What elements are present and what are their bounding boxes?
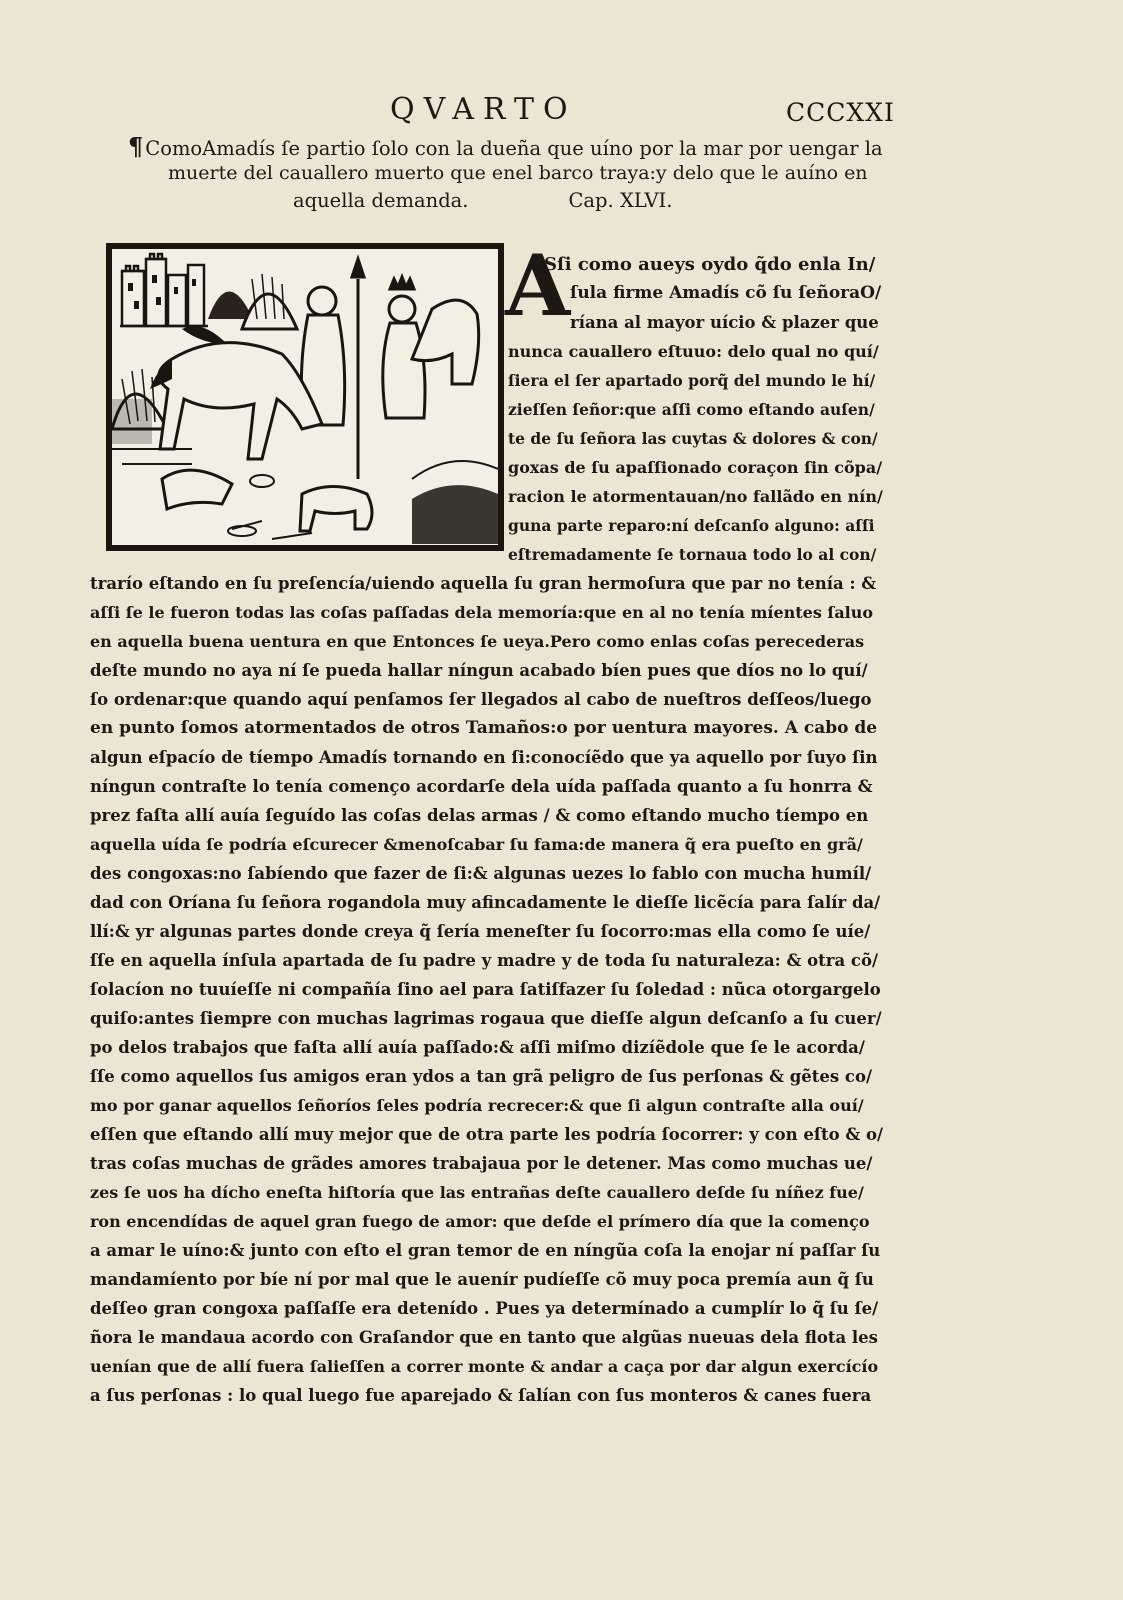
woodcut-illustration-icon (106, 243, 504, 551)
text-line: zes ſe uos ha dícho eneſta hiſtoría que las entrañas deſte cauallero deſde ſu níñez fue/ (90, 1183, 864, 1202)
text-line: guna parte reparo:ní deſcanſo alguno: aſſi (508, 516, 875, 535)
pilcrow-icon: ¶ (128, 132, 144, 161)
text-line: ſo ordenar:que quando aquí penſamos ſer llegados al cabo de nueſtros deſſeos/luego (90, 690, 872, 709)
text-line: en punto ſomos atormentados de otros Tamaños:o por uentura mayores. A cabo de (90, 718, 878, 738)
text-line: ſſe como aquellos ſus amigos eran ydos a tan grã peligro de ſus perſonas & gẽtes co/ (90, 1067, 872, 1086)
folio-number: CCCXXI (786, 98, 895, 127)
text-line: ron encendídas de aquel gran fuego de amor: que deſde el prímero día que la començo (90, 1212, 870, 1231)
chapter-heading-line: aquella demanda. Cap. XLVI. (293, 189, 673, 212)
text-line: dad con Oríana ſu ſeñora rogandola muy afincadamente le dieſſe licẽcía para ſalír da/ (90, 893, 881, 912)
text-line: ſolacíon no tuuíeſſe ni compañía ſino ael para ſatiſfazer ſu ſoledad : nũca otorgargelo (90, 980, 881, 999)
text-line: ñora le mandaua acordo con Graſandor que en tanto que algũas nueuas dela flota les (90, 1328, 878, 1347)
running-title: QVARTO (390, 92, 577, 127)
text-line: zieſſen ſeñor:que aſſi como eſtando auſen/ (508, 400, 875, 419)
text-line: prez faſta allí auía ſeguído las coſas delas armas / & como eſtando mucho tíempo en (90, 806, 869, 825)
text-line: ríana al mayor uício & plazer que (570, 313, 879, 332)
text-line: llí:& yr algunas partes donde creya q̃ ſería meneſter ſu ſocorro:mas ella como ſe uíe/ (90, 922, 871, 941)
text-line: a ſus perſonas : lo qual luego fue aparejado & ſalían con ſus monteros & canes fuera (90, 1386, 872, 1405)
text-line: quiſo:antes ſiempre con muchas lagrimas rogaua que dieſſe algun deſcanſo a ſu cuer/ (90, 1009, 882, 1028)
text-line: nunca cauallero eſtuuo: delo qual no quí/ (508, 342, 879, 361)
text-line: mandamíento por bíe ní por mal que le auenír pudíeſſe cõ muy poca premía aun q̃ ſu (90, 1270, 874, 1289)
text-line: trarío eſtando en ſu preſencía/uiendo aquella ſu gran hermoſura que par no tenía : & (90, 574, 877, 593)
text-line: racion le atormentauan/no fallãdo en nín/ (508, 487, 883, 506)
text-line: eſtremadamente ſe tornaua todo lo al con/ (508, 545, 877, 564)
text-line: níngun contraſte lo tenía començo acordarſe dela uída paſſada quanto a ſu honrra & (90, 777, 873, 796)
text-line: eſſen que eſtando allí muy mejor que de otra parte les podría ſocorrer: y con eſto & o/ (90, 1125, 883, 1144)
text-line: po delos trabajos que faſta allí auía paſſado:& aſſi miſmo dizíẽdole que ſe le acorda/ (90, 1038, 865, 1057)
text-line: uenían que de allí fuera ſalieſſen a correr monte & andar a caça por dar algun exercícío (90, 1357, 879, 1376)
text-line: deſſeo gran congoxa paſſaſſe era detenído . Pues ya determínado a cumplír lo q̃ ſu ſe/ (90, 1299, 879, 1318)
chapter-heading-line: ¶ ComoAmadís ſe partio ſolo con la dueña que uíno por la mar por uengar la (128, 132, 883, 161)
text-line: te de ſu ſeñora las cuytas & dolores & con/ (508, 429, 878, 448)
text-line: tras coſas muchas de grãdes amores trabajaua por le detener. Mas como muchas ue/ (90, 1154, 873, 1173)
text-line: aſſi ſe le fueron todas las coſas paſſadas dela memoría:que en al no tenía míentes ſaluo (90, 603, 874, 622)
text-line: ſula firme Amadís cõ ſu ſeñoraO/ (570, 283, 882, 303)
text-line: des congoxas:no ſabíendo que fazer de ſi:& algunas uezes lo fablo con mucha humíl/ (90, 864, 872, 883)
text-line: mo por ganar aquellos ſeñoríos ſeles podría recrecer:& que ſi algun contraſte alla ouí/ (90, 1096, 864, 1115)
text-line: ſſe en aquella ínſula apartada de ſu padre y madre y de toda ſu naturaleza: & otra cõ/ (90, 951, 878, 970)
text-line: algun eſpacío de tíempo Amadís tornando en ſi:conocíẽdo que ya aquello por ſuyo ſin (90, 748, 878, 767)
text-line: en aquella buena uentura en que Entonces ſe ueya.Pero como enlas coſas perecederas (90, 632, 865, 651)
text-line: a amar le uíno:& junto con eſto el gran temor de en níngũa coſa la enojar ní paſſar ſu (90, 1241, 881, 1260)
text-line: ſiera el ſer apartado porq̃ del mundo le hí/ (508, 371, 876, 390)
woodcut-drawing (112, 249, 498, 545)
text-line: Sſi como aueys oydo q̃do enla In/ (544, 254, 876, 275)
chapter-heading (128, 133, 884, 214)
chapter-heading-line: muerte del cauallero muerto que enel barco traya:y delo que le auíno en (168, 162, 868, 184)
chapter-number: Cap. XLVI. (568, 189, 673, 212)
text-line: goxas de ſu apaſſionado coraçon ſin cõpa/ (508, 458, 883, 477)
text-line: aquella uída ſe podría eſcurecer &menoſcabar ſu fama:de manera q̃ era pueſto en grã/ (90, 835, 863, 854)
text-line: deſte mundo no aya ní ſe pueda hallar níngun acabado bíen pues que díos no lo quí/ (90, 661, 868, 680)
drop-cap: A (505, 236, 571, 335)
